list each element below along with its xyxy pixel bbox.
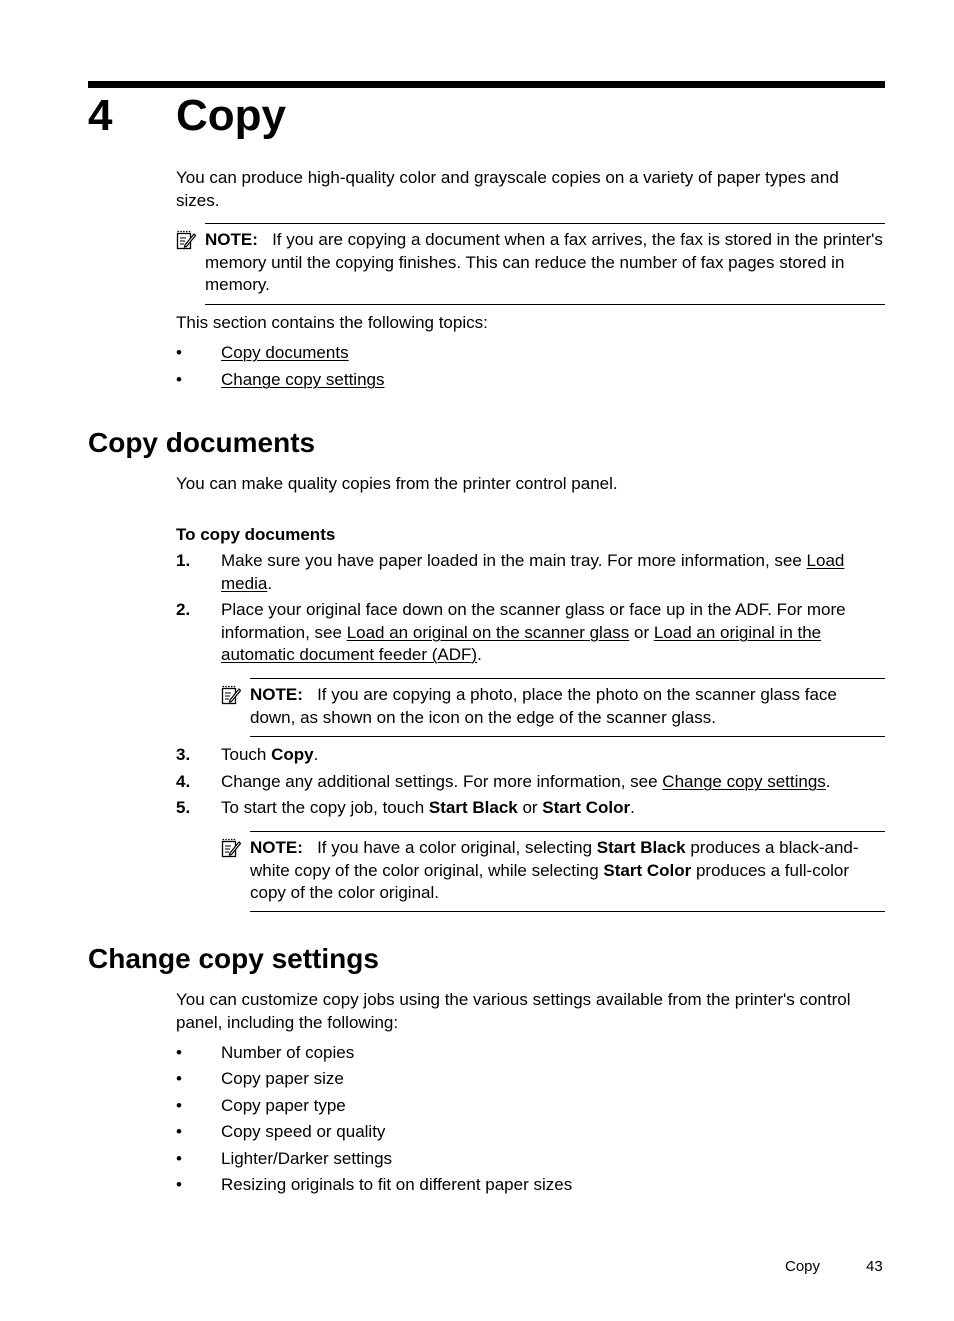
bullet: • [176, 1096, 182, 1115]
note-text [250, 684, 886, 729]
step-5 [221, 797, 885, 820]
step-text: Touch [221, 745, 272, 764]
step-text: or [517, 798, 543, 817]
note-body: If you are copying a photo, place the photo on the scanner glass face down, as shown on the icon on the edge of the scanner glass. [250, 685, 837, 727]
list-item: Copy paper type [221, 1096, 346, 1115]
copy-button-label: Copy [271, 745, 314, 764]
topics-intro: This section contains the following topics: [176, 313, 488, 332]
link-load-original-adf[interactable]: Load an original in the automatic document feeder (ADF) [221, 622, 822, 664]
procedure-title: To copy documents [176, 525, 336, 544]
bullet: • [176, 1149, 182, 1168]
list-item: Number of copies [221, 1043, 355, 1062]
step-text: or [629, 622, 654, 642]
step-end: . [477, 645, 482, 664]
note-body: produces a full-color copy of the color original. [250, 860, 850, 902]
start-black-label: Start Black [428, 798, 518, 817]
note-bold: Start Color [603, 860, 692, 880]
step-number: 2. [176, 600, 191, 619]
footer-section-name: Copy [785, 1258, 821, 1275]
note-icon [221, 838, 241, 858]
intro-paragraph: You can produce high-quality color and grayscale copies on a variety of paper types and sizes. [176, 168, 839, 210]
link-load-original-scanner-glass[interactable]: Load an original on the scanner glass [346, 622, 630, 642]
note-label: NOTE: [250, 685, 303, 704]
step-end: . [267, 573, 273, 593]
section-heading-change-copy-settings: Change copy settings [88, 943, 379, 974]
link-change-copy-settings[interactable]: Change copy settings [662, 772, 826, 791]
step-4 [221, 771, 885, 794]
bullet: • [176, 1069, 182, 1088]
chapter-title: Copy [176, 91, 286, 140]
chapter-rule [88, 81, 885, 88]
note-body: If you have a color original, selecting [317, 838, 597, 857]
note-body: If you are copying a document when a fax arrives, the fax is stored in the printer's memory until the copying finishes. This can reduce the number of fax pages stored in memory. [205, 230, 883, 294]
chapter-number: 4 [88, 91, 113, 140]
note-label: NOTE: [205, 230, 258, 249]
note-icon [176, 230, 196, 250]
list-item: Copy speed or quality [221, 1122, 386, 1141]
note-body: produces a black-and-white copy of the color original, while selecting [250, 838, 859, 880]
bullet: • [176, 343, 182, 362]
section-intro: You can customize copy jobs using the various settings available from the printer's control panel, including the following: [176, 990, 851, 1032]
list-item: Resizing originals to fit on different paper sizes [221, 1175, 573, 1194]
step-number: 4. [176, 772, 191, 791]
note-text [250, 837, 875, 905]
step-number: 3. [176, 745, 191, 764]
list-item: Lighter/Darker settings [221, 1149, 393, 1168]
topic-link-copy-documents[interactable]: Copy documents [221, 343, 349, 362]
list-item: Copy paper size [221, 1069, 344, 1088]
page-number: 43 [866, 1258, 883, 1275]
step-number: 5. [176, 798, 191, 817]
bullet: • [176, 1175, 182, 1194]
section-heading-copy-documents: Copy documents [88, 427, 316, 458]
note-bold: Start Black [596, 838, 686, 857]
step-text: To start the copy job, touch [221, 798, 429, 817]
section-intro: You can make quality copies from the printer control panel. [176, 474, 618, 493]
topic-link-change-copy-settings[interactable]: Change copy settings [221, 370, 385, 389]
note-text [205, 229, 883, 297]
note-icon [221, 685, 241, 705]
step-end: . [313, 745, 319, 764]
step-2 [221, 599, 881, 667]
bullet: • [176, 1122, 182, 1141]
bullet: • [176, 370, 182, 389]
step-text: Make sure you have paper loaded in the main tray. For more information, see [221, 551, 807, 570]
step-number: 1. [176, 551, 191, 570]
step-text: Change any additional settings. For more information, see [221, 772, 663, 791]
note-label: NOTE: [250, 838, 303, 857]
start-color-label: Start Color [542, 798, 631, 817]
step-end: . [825, 772, 831, 791]
step-end: . [630, 798, 635, 817]
step-3 [221, 744, 885, 767]
step-1 [221, 550, 861, 595]
bullet: • [176, 1043, 182, 1062]
step-text: Place your original face down on the scanner glass or face up in the ADF. For more information, see [221, 600, 846, 642]
link-load-media[interactable]: Load media [221, 551, 845, 593]
